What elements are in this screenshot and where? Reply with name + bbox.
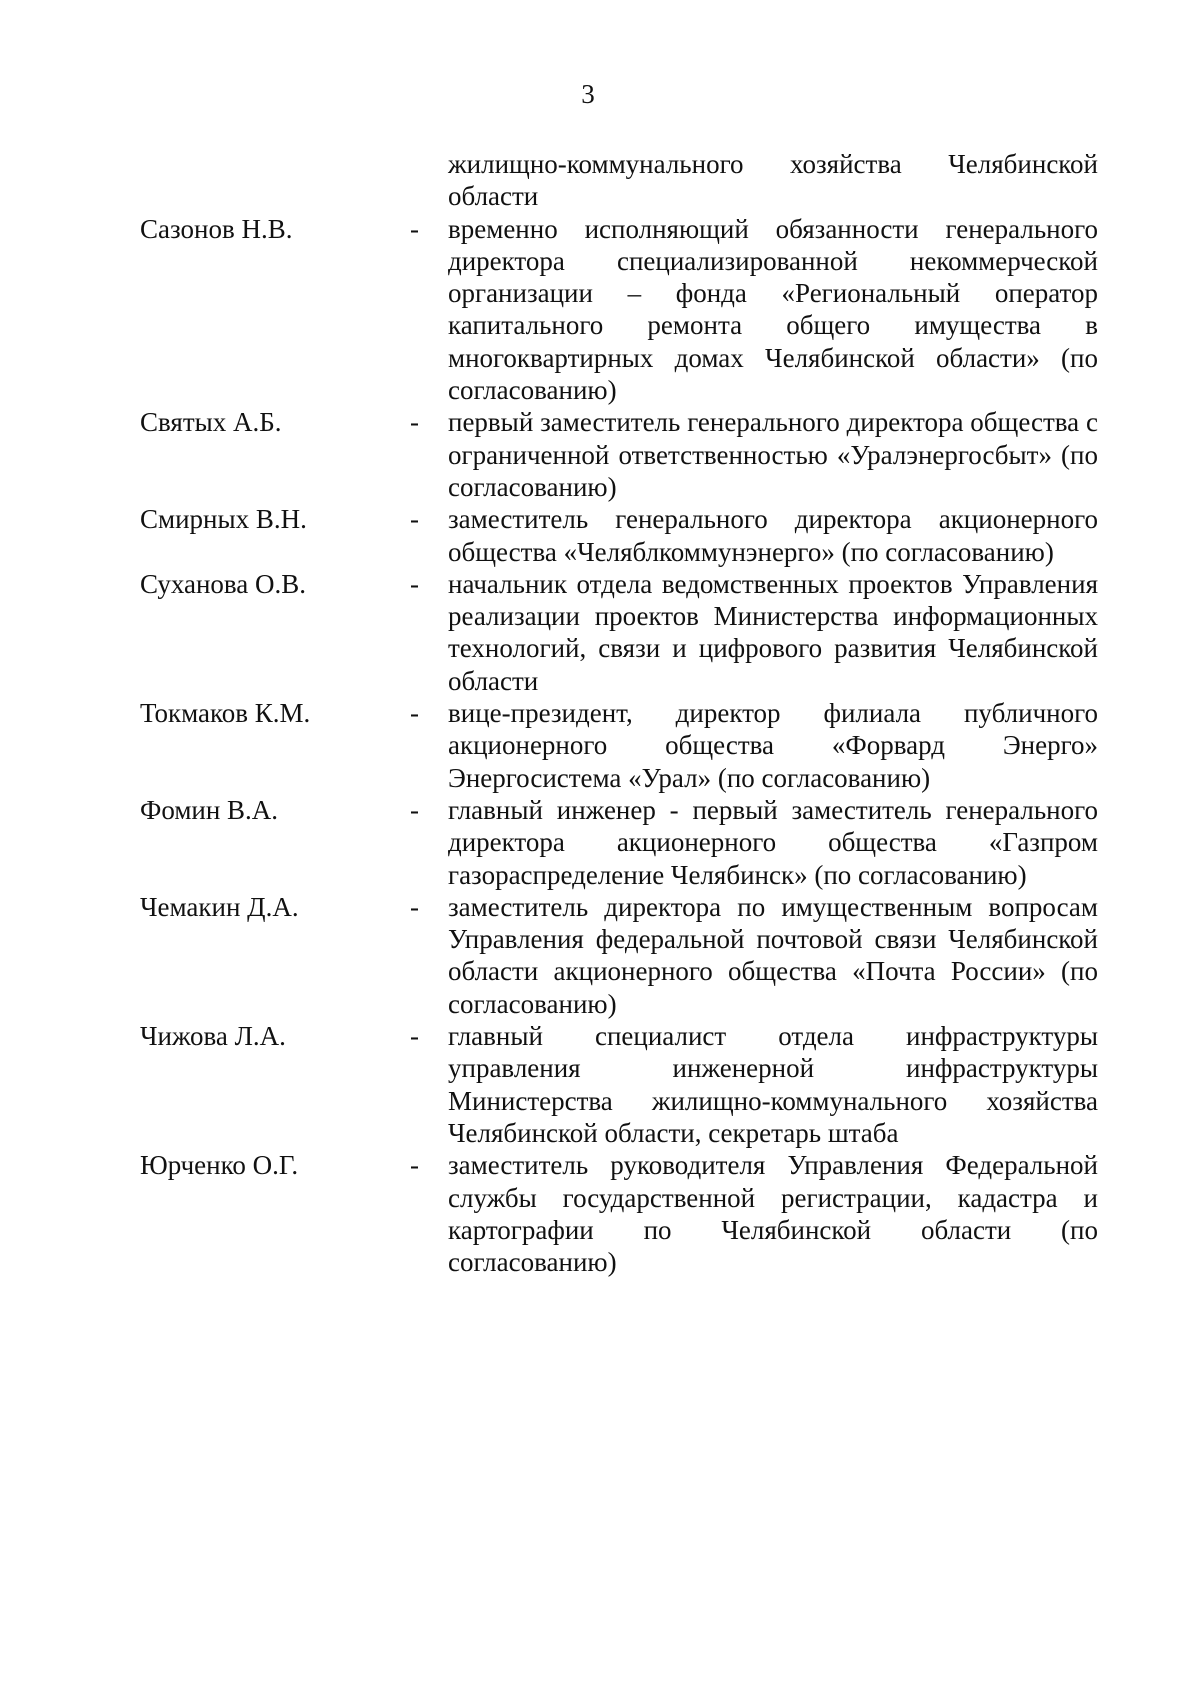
page-number: 3 [581, 79, 595, 109]
list-item [140, 1149, 1100, 1278]
member-position: заместитель руководителя Управления Федеральной службы государственной регистрации, кадастра и картографии по Челябинской области (по согласованию) [448, 1150, 1098, 1278]
member-position: главный инженер - первый заместитель генерального директора акционерного общества «Газпром газораспределение Челябинск» (по согласованию) [448, 794, 1098, 890]
member-position: заместитель директора по имущественным вопросам Управления федеральной почтовой связи Челябинской области акционерного общества «Почта России» (по согласованию) [448, 891, 1098, 1019]
member-name: Смирных В.Н. [140, 504, 307, 535]
list-item [140, 568, 1100, 697]
dash-separator: - [410, 213, 419, 244]
member-name: Чемакин Д.А. [140, 891, 299, 922]
member-name: Сазонов Н.В. [140, 213, 293, 244]
dash-separator: - [410, 1150, 419, 1181]
list-item [140, 1020, 1100, 1149]
member-position: первый заместитель генерального директора общества с ограниченной ответственностью «Уралэнергосбыт» (по согласованию) [448, 407, 1098, 502]
dash-separator: - [410, 568, 419, 599]
member-position: главный специалист отдела инфраструктуры управления инженерной инфраструктуры Министерства жилищно-коммунального хозяйства Челябинской области, секретарь штаба [448, 1021, 1098, 1148]
dash-separator: - [410, 794, 419, 825]
dash-separator: - [410, 1021, 419, 1052]
member-name: Юрченко О.Г. [140, 1150, 299, 1181]
continued-position-text [448, 148, 1100, 213]
member-position: временно исполняющий обязанности генерального директора специализированной некоммерческой организации – фонда «Региональный оператор капитального ремонта общего имущества в многоквартирных домах Челябинской области» (по согласованию) [448, 213, 1098, 406]
list-item [140, 503, 1100, 568]
list-item [140, 406, 1100, 503]
member-name: Чижова Л.А. [140, 1021, 286, 1052]
dash-separator: - [410, 504, 419, 535]
member-position: вице-президент, директор филиала публичного акционерного общества «Форвард Энерго» Энергосистема «Урал» (по согласованию) [448, 698, 1098, 793]
dash-separator: - [410, 698, 419, 729]
member-name: Фомин В.А. [140, 794, 279, 825]
dash-separator: - [410, 407, 419, 438]
continuation-text: жилищно-коммунального хозяйства Челябинской области [448, 149, 1098, 212]
member-name: Святых А.Б. [140, 407, 282, 438]
list-item [140, 891, 1100, 1020]
staff-member-list [140, 148, 1100, 1278]
member-position: начальник отдела ведомственных проектов Управления реализации проектов Министерства информационных технологий, связи и цифрового развития Челябинской области [448, 568, 1098, 696]
list-item [140, 697, 1100, 794]
list-item [140, 213, 1100, 407]
list-item [140, 794, 1100, 891]
member-name: Токмаков К.М. [140, 698, 311, 729]
dash-separator: - [410, 891, 419, 922]
member-name: Суханова О.В. [140, 568, 307, 599]
member-position: заместитель генерального директора акционерного общества «Челяблкоммунэнерго» (по согласованию) [448, 504, 1098, 567]
